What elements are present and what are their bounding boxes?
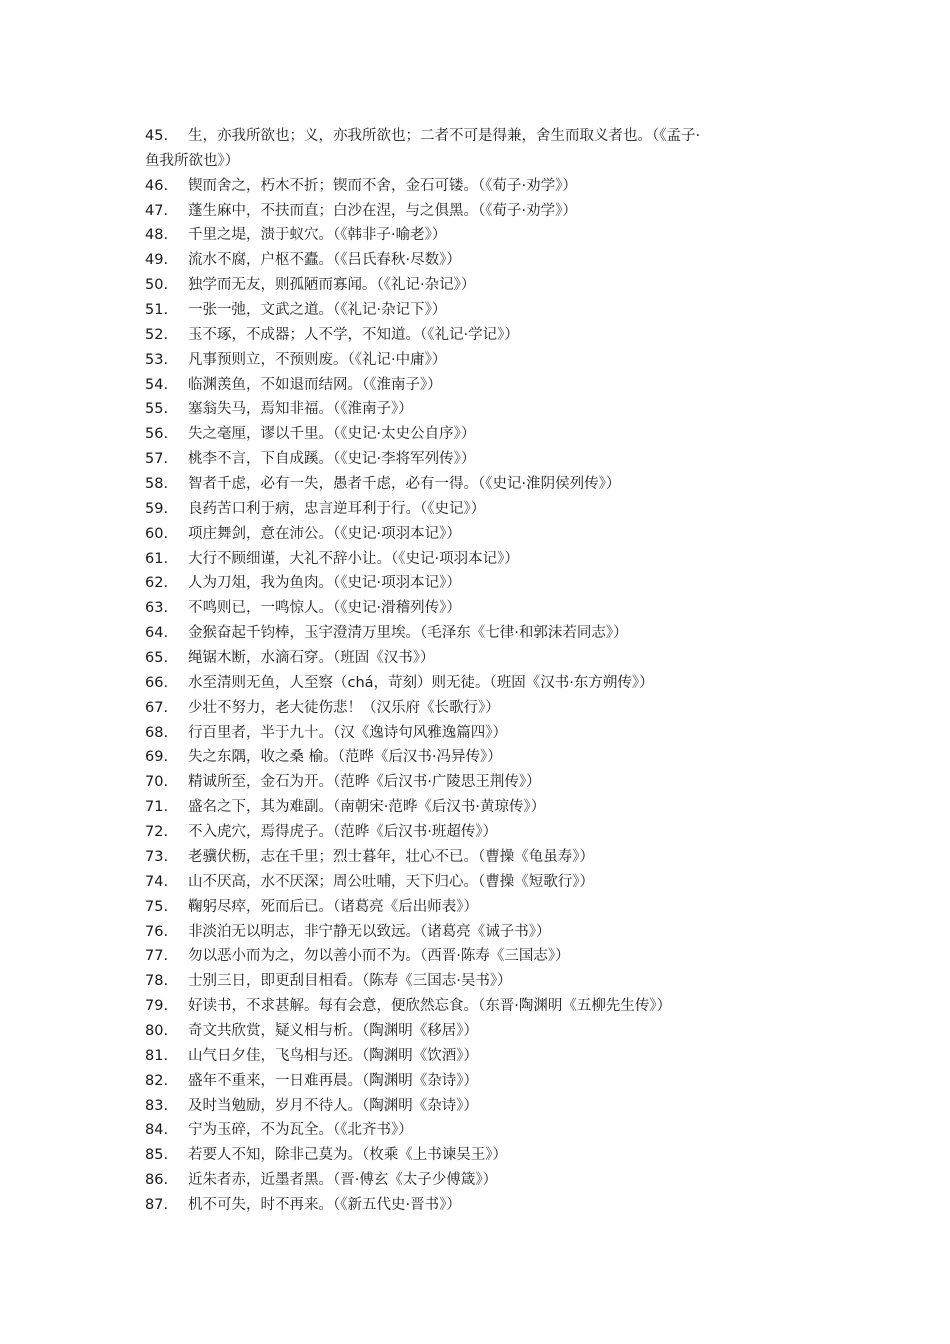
item-text: 少壮不努力，老大徒伤悲！（汉乐府《长歌行》）	[188, 699, 500, 716]
list-item	[145, 795, 815, 820]
item-number: 79.	[145, 998, 169, 1015]
item-number: 45.	[145, 128, 169, 144]
item-text: 临渊羡鱼，不如退而结网。（《淮南子》）	[188, 376, 442, 393]
list-item	[145, 1193, 815, 1218]
list-item	[145, 223, 815, 248]
item-text: 勿以恶小而为之，勿以善小而不为。（西晋·陈寿《三国志》）	[188, 948, 570, 965]
item-number: 62.	[145, 575, 169, 592]
item-number: 59.	[145, 500, 169, 517]
item-text: 大行不顾细谨，大礼不辞小让。（《史记·项羽本记》）	[188, 550, 519, 567]
item-number: 86.	[145, 1172, 169, 1189]
list-item	[145, 547, 815, 572]
item-text: 机不可失，时不再来。（《新五代史·晋书》）	[188, 1196, 461, 1213]
item-text-line: 生，亦我所欲也；义，亦我所欲也；二者不可是得兼，舍生而取义者也。（《孟子·	[188, 128, 701, 144]
list-item	[145, 770, 815, 795]
item-text: 独学而无友，则孤陋而寡闻。（《礼记·杂记》）	[188, 277, 476, 294]
list-item	[145, 1118, 815, 1143]
item-number: 72.	[145, 824, 169, 841]
item-number: 84.	[145, 1122, 169, 1139]
list-item	[145, 571, 815, 596]
item-text: 精诚所至，金石为开。（范晔《后汉书·广陵思王荆传》）	[188, 774, 541, 791]
list-item	[145, 124, 815, 174]
item-number: 48.	[145, 227, 169, 244]
item-text-continuation: 鱼我所欲也》）	[145, 152, 240, 169]
item-number: 74.	[145, 873, 169, 890]
list-item	[145, 845, 815, 870]
item-text: 及时当勉励，岁月不待人。（陶渊明《杂诗》）	[188, 1097, 478, 1114]
item-number: 70.	[145, 774, 169, 791]
item-text: 非淡泊无以明志，非宁静无以致远。（诸葛亮《诫子书》）	[188, 923, 551, 940]
list-item	[145, 199, 815, 224]
item-text: 若要人不知，除非己莫为。（枚乘《上书谏吴王》）	[188, 1147, 507, 1164]
list-item	[145, 1044, 815, 1069]
item-text: 凡事预则立，不预则废。（《礼记·中庸》）	[188, 351, 447, 368]
list-item	[145, 671, 815, 696]
item-number: 73.	[145, 848, 169, 865]
list-item	[145, 397, 815, 422]
item-text: 良药苦口利于病，忠言逆耳利于行。（《史记》）	[188, 500, 486, 517]
list-item	[145, 1168, 815, 1193]
item-number: 63.	[145, 600, 169, 617]
list-item	[145, 174, 815, 199]
item-number: 60.	[145, 525, 169, 542]
item-text: 流水不腐，户枢不蠹。（《吕氏春秋·尽数》）	[188, 252, 461, 269]
item-number: 83.	[145, 1097, 169, 1114]
list-item	[145, 447, 815, 472]
item-number: 49.	[145, 252, 169, 269]
list-item	[145, 373, 815, 398]
item-text: 宁为玉碎，不为瓦全。（《北齐书》）	[188, 1122, 413, 1139]
item-text: 塞翁失马，焉知非福。（《淮南子》）	[188, 401, 413, 418]
list-item	[145, 920, 815, 945]
list-item	[145, 1019, 815, 1044]
list-item	[145, 248, 815, 273]
item-text: 近朱者赤，近墨者黑。（晋·傅玄《太子少傅箴》）	[188, 1172, 498, 1189]
item-text: 一张一弛，文武之道。（《礼记·杂记下》）	[188, 302, 447, 319]
item-number: 58.	[145, 476, 169, 493]
item-number: 64.	[145, 625, 169, 642]
item-text: 好读书，不求甚解。每有会意，便欣然忘食。（东晋·陶渊明《五柳先生传》）	[188, 998, 672, 1015]
item-number: 85.	[145, 1147, 169, 1164]
item-text: 老骥伏枥，志在千里；烈士暮年，壮心不已。（曹操《龟虽寿》）	[188, 848, 594, 865]
item-text: 不鸣则已，一鸣惊人。（《史记·滑稽列传》）	[188, 600, 461, 617]
item-number: 76.	[145, 923, 169, 940]
list-item	[145, 497, 815, 522]
list-item	[145, 621, 815, 646]
item-text: 绳锯木断，水滴石穿。（班固《汉书》）	[188, 650, 435, 667]
item-text: 金猴奋起千钧棒，玉宇澄清万里埃。（毛泽东《七律·和郭沫若同志》）	[188, 625, 628, 642]
item-number: 67.	[145, 699, 169, 716]
item-text: 桃李不言，下自成蹊。（《史记·李将军列传》）	[188, 451, 476, 468]
item-number: 69.	[145, 749, 169, 766]
item-text: 失之东隅，收之桑 榆。（范晔《后汉书·冯异传》）	[188, 749, 502, 766]
list-item	[145, 646, 815, 671]
item-number: 55.	[145, 401, 169, 418]
item-number: 80.	[145, 1022, 169, 1039]
item-text: 山气日夕佳，飞鸟相与还。（陶渊明《饮酒》）	[188, 1047, 478, 1064]
list-item	[145, 348, 815, 373]
list-item	[145, 422, 815, 447]
item-number: 77.	[145, 948, 169, 965]
item-text: 士别三日，即更刮目相看。（陈寿《三国志·吴书》）	[188, 973, 512, 990]
item-number: 53.	[145, 351, 169, 368]
item-number: 57.	[145, 451, 169, 468]
item-text: 盛名之下，其为难副。（南朝宋·范晔《后汉书·黄琼传》）	[188, 799, 546, 816]
item-number: 71.	[145, 799, 169, 816]
item-number: 51.	[145, 302, 169, 319]
item-number: 61.	[145, 550, 169, 567]
list-item	[145, 944, 815, 969]
item-number: 47.	[145, 202, 169, 219]
item-number: 54.	[145, 376, 169, 393]
item-text: 山不厌高，水不厌深；周公吐哺，天下归心。（曹操《短歌行》）	[188, 873, 594, 890]
item-text: 蓬生麻中，不扶而直；白沙在涅，与之俱黑。（《荀子·劝学》）	[188, 202, 577, 219]
item-number: 66.	[145, 674, 169, 691]
list-item	[145, 596, 815, 621]
item-text: 鞠躬尽瘁，死而后已。（诸葛亮《后出师表》）	[188, 898, 478, 915]
item-number: 65.	[145, 650, 169, 667]
item-number: 68.	[145, 724, 169, 741]
list-item	[145, 969, 815, 994]
item-text: 千里之堤，溃于蚁穴。（《韩非子·喻老》）	[188, 227, 447, 244]
item-text: 智者千虑，必有一失，愚者千虑，必有一得。（《史记·淮阴侯列传》）	[188, 476, 621, 493]
item-text: 玉不琢，不成器；人不学，不知道。（《礼记·学记》）	[188, 326, 519, 343]
item-text: 行百里者，半于九十。（汉《逸诗句风雅逸篇四》）	[188, 724, 507, 741]
item-number: 46.	[145, 177, 169, 194]
item-number: 56.	[145, 426, 169, 443]
item-text: 锲而舍之，朽木不折；锲而不舍，金石可镂。（《荀子·劝学》）	[188, 177, 577, 194]
item-number: 81.	[145, 1047, 169, 1064]
item-number: 78.	[145, 973, 169, 990]
list-item	[145, 1069, 815, 1094]
list-item	[145, 323, 815, 348]
item-number: 52.	[145, 326, 169, 343]
quote-list	[145, 124, 815, 1218]
list-item	[145, 994, 815, 1019]
item-number: 82.	[145, 1072, 169, 1089]
item-number: 50.	[145, 277, 169, 294]
item-text: 失之毫厘，谬以千里。（《史记·太史公自序》）	[188, 426, 476, 443]
item-text: 项庄舞剑，意在沛公。（《史记·项羽本记》）	[188, 525, 461, 542]
list-item	[145, 298, 815, 323]
list-item	[145, 696, 815, 721]
list-item	[145, 820, 815, 845]
item-text: 水至清则无鱼，人至察（chá，苛刻）则无徒。（班固《汉书·东方朔传》）	[188, 674, 654, 691]
item-text: 人为刀俎，我为鱼肉。（《史记·项羽本记》）	[188, 575, 461, 592]
item-text: 奇文共欣赏，疑义相与析。（陶渊明《移居》）	[188, 1022, 478, 1039]
list-item	[145, 1094, 815, 1119]
list-item	[145, 1143, 815, 1168]
list-item	[145, 721, 815, 746]
list-item	[145, 745, 815, 770]
item-text: 不入虎穴，焉得虎子。（范晔《后汉书·班超传》）	[188, 824, 498, 841]
list-item	[145, 895, 815, 920]
list-item	[145, 472, 815, 497]
list-item	[145, 870, 815, 895]
item-text: 盛年不重来，一日难再晨。（陶渊明《杂诗》）	[188, 1072, 478, 1089]
list-item	[145, 522, 815, 547]
item-number: 87.	[145, 1196, 169, 1213]
list-item	[145, 273, 815, 298]
item-number: 75.	[145, 898, 169, 915]
